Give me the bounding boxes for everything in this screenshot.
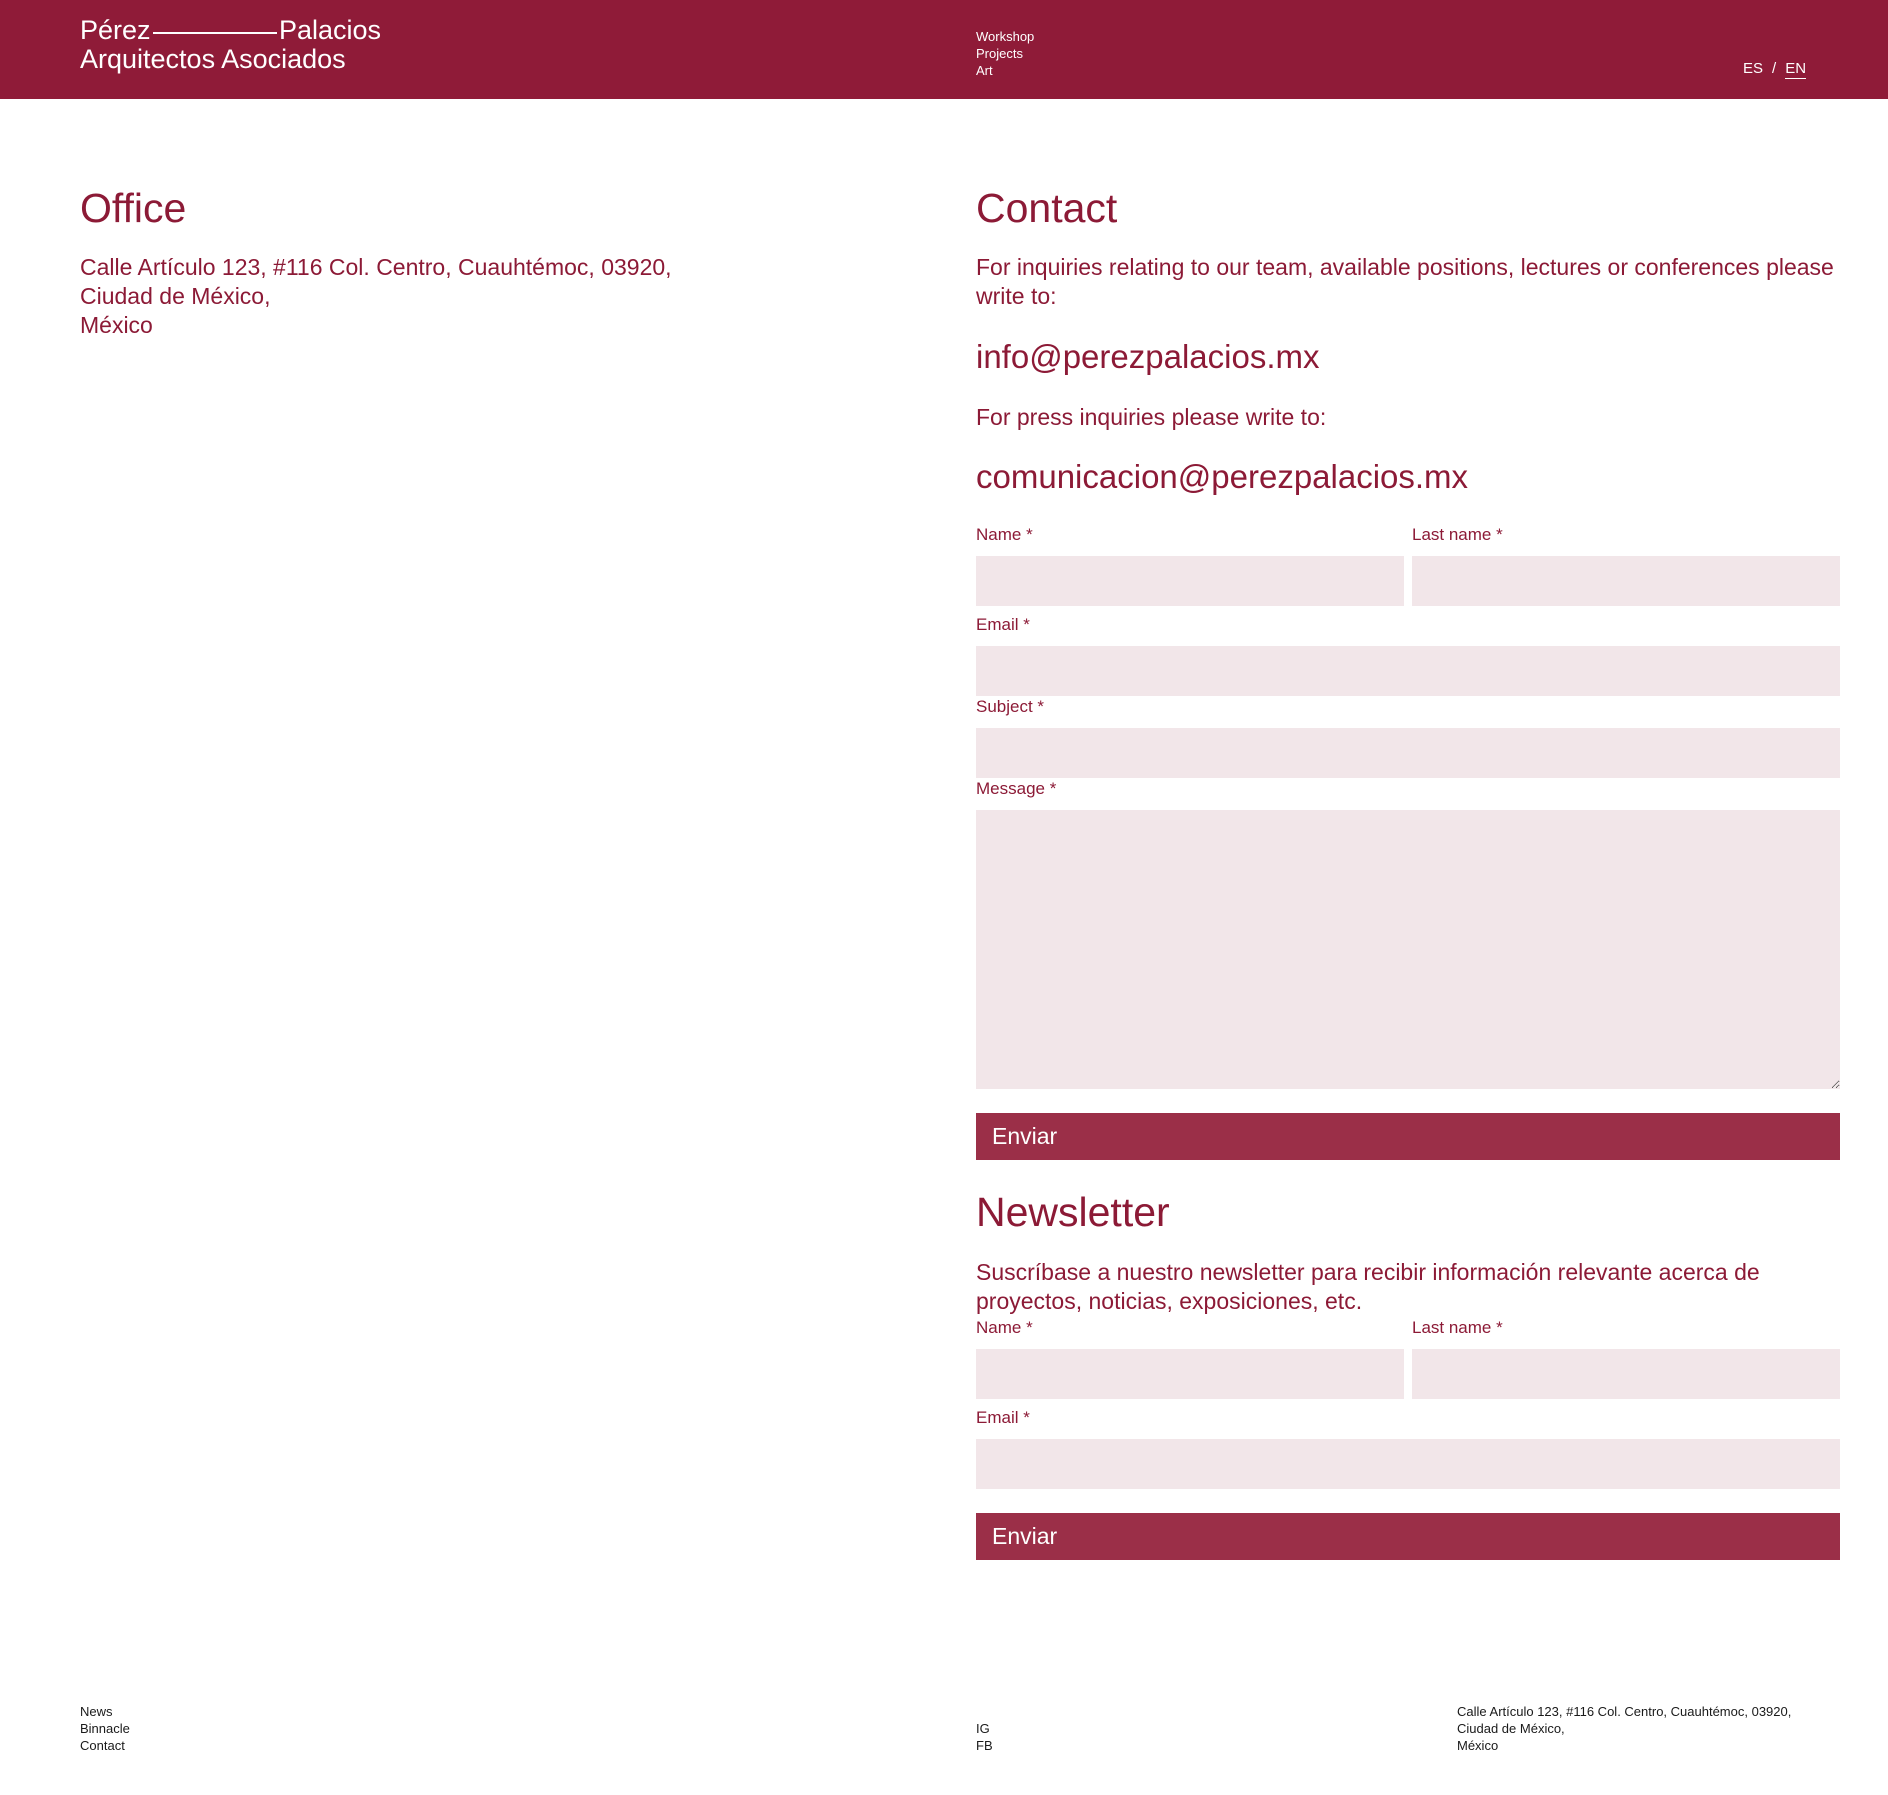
newsletter-email-input[interactable] bbox=[976, 1439, 1840, 1489]
contact-subject-input[interactable] bbox=[976, 728, 1840, 778]
nav-item-workshop[interactable]: Workshop bbox=[976, 29, 1035, 44]
footer-link-news[interactable]: News bbox=[80, 1704, 113, 1719]
main-nav bbox=[976, 28, 1034, 79]
footer-links bbox=[80, 1703, 130, 1754]
contact-subject-label: Subject * bbox=[976, 697, 1045, 716]
contact-name-input[interactable] bbox=[976, 556, 1404, 606]
site-logo[interactable] bbox=[80, 16, 381, 74]
logo-first-name: Pérez bbox=[80, 15, 151, 45]
footer-address-line-1: Calle Artículo 123, #116 Col. Centro, Cuauhtémoc, 03920, bbox=[1457, 1704, 1792, 1719]
language-switcher bbox=[1743, 60, 1806, 77]
footer-social bbox=[976, 1720, 993, 1754]
newsletter-name-input[interactable] bbox=[976, 1349, 1404, 1399]
press-intro-text: For press inquiries please write to: bbox=[976, 404, 1327, 430]
press-email-link[interactable]: comunicacion@perezpalacios.mx bbox=[976, 458, 1469, 495]
logo-second-name: Palacios bbox=[278, 15, 381, 45]
footer-address-line-3: México bbox=[1457, 1738, 1499, 1753]
nav-item-projects[interactable]: Projects bbox=[976, 46, 1023, 61]
logo-dash bbox=[153, 32, 277, 34]
contact-name-label: Name * bbox=[976, 525, 1033, 544]
contact-email-label: Email * bbox=[976, 615, 1030, 634]
logo-line-1 bbox=[80, 16, 381, 45]
contact-lastname-label: Last name * bbox=[1412, 525, 1503, 544]
office-address-line-3: México bbox=[80, 312, 153, 338]
contact-intro-text: For inquiries relating to our team, available positions, lectures or conferences please write to: bbox=[976, 254, 1834, 309]
office-address-line-1: Calle Artículo 123, #116 Col. Centro, Cuauhtémoc, 03920, bbox=[80, 254, 672, 280]
newsletter-lastname-input[interactable] bbox=[1412, 1349, 1840, 1399]
footer-link-contact[interactable]: Contact bbox=[80, 1738, 125, 1753]
contact-heading: Contact bbox=[976, 185, 1118, 231]
newsletter-heading: Newsletter bbox=[976, 1189, 1170, 1235]
footer-address-line-2: Ciudad de México, bbox=[1457, 1721, 1565, 1736]
newsletter-lastname-label: Last name * bbox=[1412, 1318, 1503, 1337]
contact-message-textarea[interactable] bbox=[976, 810, 1840, 1089]
nav-item-art[interactable]: Art bbox=[976, 63, 993, 78]
contact-submit-button[interactable]: Enviar bbox=[976, 1113, 1840, 1160]
office-address-line-2: Ciudad de México, bbox=[80, 283, 271, 309]
footer-link-facebook[interactable]: FB bbox=[976, 1738, 993, 1753]
lang-es-link[interactable]: ES bbox=[1743, 60, 1764, 77]
contact-message-label: Message * bbox=[976, 779, 1057, 798]
contact-lastname-input[interactable] bbox=[1412, 556, 1840, 606]
newsletter-name-label: Name * bbox=[976, 1318, 1033, 1337]
contact-email-input[interactable] bbox=[976, 646, 1840, 696]
footer-link-binnacle[interactable]: Binnacle bbox=[80, 1721, 130, 1736]
info-email-link[interactable]: info@perezpalacios.mx bbox=[976, 338, 1320, 375]
footer-address bbox=[1457, 1703, 1791, 1754]
office-heading: Office bbox=[80, 185, 187, 231]
lang-en-link[interactable]: EN bbox=[1785, 60, 1807, 77]
footer-link-instagram[interactable]: IG bbox=[976, 1721, 990, 1736]
office-address bbox=[80, 253, 672, 340]
logo-line-2: Arquitectos Asociados bbox=[80, 44, 346, 74]
newsletter-intro-text: Suscríbase a nuestro newsletter para recibir información relevante acerca de proyectos, noticias, exposiciones, etc. bbox=[976, 1259, 1760, 1314]
site-header bbox=[0, 0, 1888, 99]
newsletter-email-label: Email * bbox=[976, 1408, 1030, 1427]
newsletter-submit-button[interactable]: Enviar bbox=[976, 1513, 1840, 1560]
lang-separator: / bbox=[1772, 60, 1777, 77]
